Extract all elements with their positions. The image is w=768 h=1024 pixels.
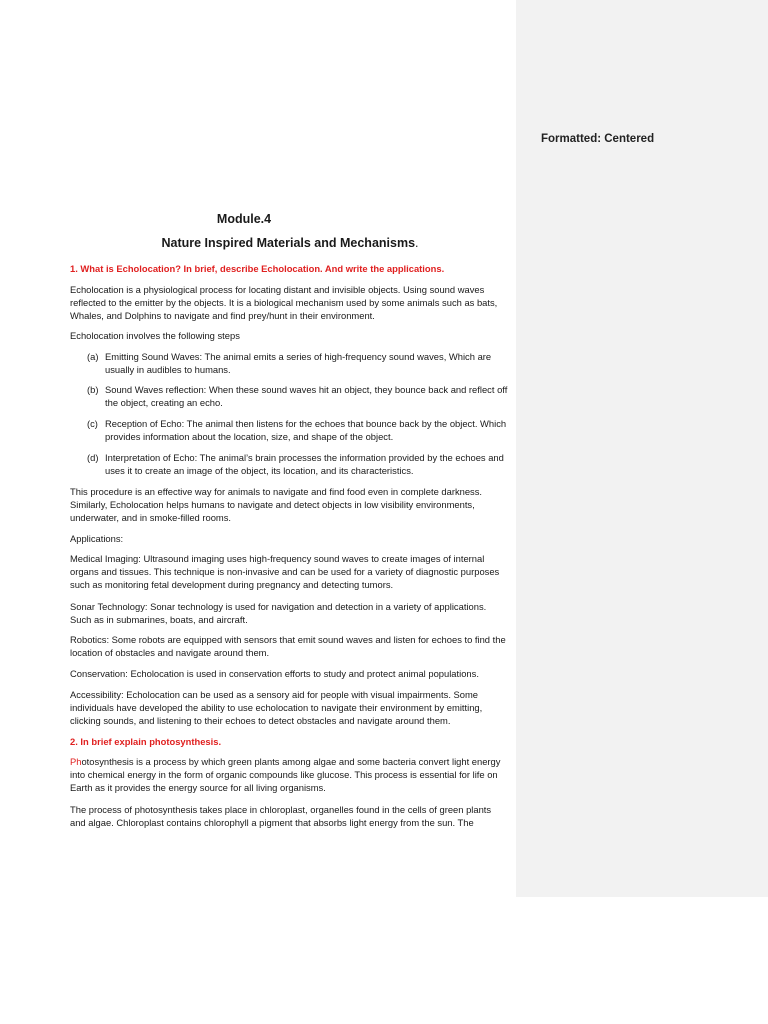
applications-heading: Applications: xyxy=(70,533,124,544)
question-1: 1. What is Echolocation? In brief, describe Echolocation. And write the applications. xyxy=(70,263,445,274)
page-title: Nature Inspired Materials and Mechanisms. xyxy=(161,236,419,250)
comment-format-note: Formatted: Centered xyxy=(541,133,655,145)
application-paragraph: Accessibility: Echolocation can be used as a sensory aid for people with visual impairments. Some individuals have developed the ability to use echolocation to navigate their environment by emitting, clicking sounds, and listening to their echoes to detect obstacles and navigate around them. xyxy=(70,689,483,727)
q2-paragraph-2: The process of photosynthesis takes place in chloroplast, organelles found in the cells of green plants and algae. Chloroplast contains chlorophyll a pigment that absorbs light energy from the sun. The xyxy=(70,804,492,829)
list-item-text: Emitting Sound Waves: The animal emits a series of high-frequency sound waves, Which are usually in audibles to humans. xyxy=(105,351,492,376)
summary-paragraph: This procedure is an effective way for animals to navigate and find food even in complete darkness. Similarly, Echolocation helps humans to navigate and detect objects in low visibility environments, underwater, and in smoke-filled rooms. xyxy=(70,486,483,524)
application-paragraph: Sonar Technology: Sonar technology is used for navigation and detection in a variety of applications. Such as in submarines, boats, and aircraft. xyxy=(70,601,487,626)
module-heading: Module.4 xyxy=(216,212,272,226)
application-paragraph: Robotics: Some robots are equipped with sensors that emit sound waves and listen for echoes to find the location of obstacles and navigate around them. xyxy=(70,634,506,659)
list-item-text: Reception of Echo: The animal then listens for the echoes that bounce back by the object. Which provides information about the location, size, and shape of the object. xyxy=(105,418,507,443)
list-item-text: Sound Waves reflection: When these sound waves hit an object, they bounce back and reflect off the object, creating an echo. xyxy=(105,384,508,409)
application-paragraph: Conservation: Echolocation is used in conservation efforts to study and protect animal populations. xyxy=(70,668,479,679)
question-2: 2. In brief explain photosynthesis. xyxy=(70,736,222,747)
list-item-text: Interpretation of Echo: The animal’s brain processes the information provided by the echoes and uses it to create an image of the object, its location, and its characteristics. xyxy=(105,452,504,477)
list-item-label: (d) xyxy=(87,452,99,463)
q2-paragraph-1: Photosynthesis is a process by which green plants among algae and some bacteria convert light energy into chemical energy in the form of organic compounds like glucose. This process is essential for life on Earth as it provides the energy source for all living organisms. xyxy=(70,756,501,794)
steps-intro: Echolocation involves the following steps xyxy=(70,330,240,341)
q1-intro-paragraph: Echolocation is a physiological process for locating distant and invisible objects. Using sound waves reflected to the emitter by the objects. It is a biological mechanism used by some animals such as bats, Whales, and Dolphins to navigate and find prey/hunt in their environment. xyxy=(70,284,498,322)
application-paragraph: Medical Imaging: Ultrasound imaging uses high-frequency sound waves to create images of internal organs and tissues. This technique is non-invasive and can be used for a variety of diagnostic purposes such as monitoring fetal development during pregnancy and detecting tumors. xyxy=(70,553,500,591)
list-item-label: (b) xyxy=(87,384,99,395)
list-item-label: (a) xyxy=(87,351,99,362)
list-item-label: (c) xyxy=(87,418,98,429)
